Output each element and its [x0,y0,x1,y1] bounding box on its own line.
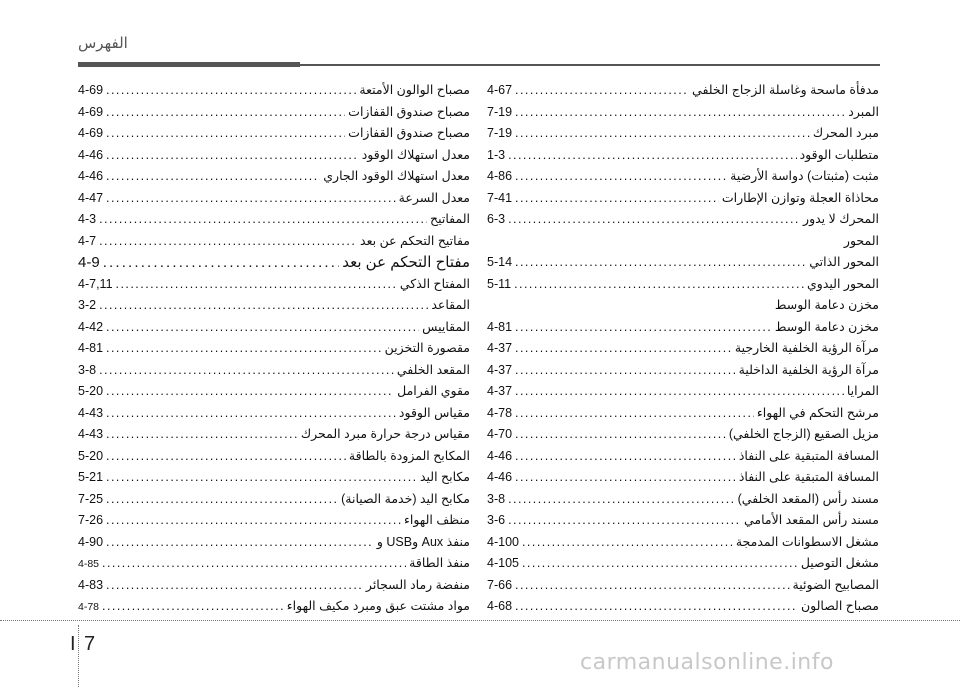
dot-leader [106,532,374,554]
index-entry [487,532,879,554]
dot-leader [106,188,396,210]
index-entry-title: مصباح الصالون [800,599,879,613]
dot-leader [99,231,357,253]
index-entry-title: مرآة الرؤية الخلفية الداخلية [738,362,879,377]
dot-leader [106,317,419,339]
dot-leader [522,553,798,575]
index-entry-title: مواد مشتت عبق ومبرد مكيف الهواء [286,599,470,613]
index-entry-title: منفذ Aux وUSB و [376,534,470,549]
dot-leader [106,424,298,446]
index-entry [78,209,470,231]
index-entry-page: 7-41 [487,190,513,205]
index-entry-page: 7-66 [487,577,513,592]
index-entry-title: المحرك لا يدور [803,212,879,226]
dot-leader [106,489,338,511]
index-entry-title: متطلبات الوقود [799,147,879,162]
index-entry [78,166,470,188]
index-entry-page: 4-47 [78,190,104,205]
index-entry [487,102,879,124]
index-entry-title: مقياس درجة حرارة مبرد المحرك [300,427,470,441]
index-entry-title: مسند رأس (المقعد الخلفي) [737,491,879,506]
index-entry-page: 4-46 [78,169,104,183]
index-entry-page: 4-9 [78,254,100,271]
index-entry-title: مصباح صندوق القفازات [348,104,470,119]
index-entry [78,596,470,618]
index-entry-page: 5-11 [487,276,512,291]
index-entry-page: 4-37 [487,384,513,398]
index-entry-title: مشغل الاسطوانات المدمجة [735,534,879,549]
index-entry [78,575,470,597]
index-entry [78,102,470,124]
dot-leader [116,274,397,296]
dot-leader [522,532,733,554]
index-entry-page: 4-46 [78,147,104,162]
index-entry-page: 4-46 [487,448,513,463]
index-entry-title: مقوي الفرامل [397,384,470,398]
index-entry-title: مزيل الصقيع (الزجاج الخلفي) [728,427,879,441]
dot-leader [515,381,844,403]
index-entry-page: 4-86 [487,169,513,183]
index-entry-title: المقعد الخلفي [396,362,470,377]
index-entry-page: 6-3 [487,212,506,226]
index-entry-title: المسافة المتبقية على النفاذ [738,448,879,463]
index-entry-page: 4-100 [487,534,519,549]
index-entry-title: مرآة الرؤية الخلفية الخارجية [734,341,879,355]
header-rule-thick [78,62,300,67]
index-entry-page: 4-90 [78,534,104,549]
index-entry [78,489,470,511]
dot-leader [515,123,810,145]
index-entry [487,338,879,360]
dot-leader [99,295,428,317]
dot-leader [508,510,741,532]
index-entry [487,274,879,296]
index-column-right [487,80,879,620]
dot-leader [106,381,394,403]
index-entry [487,295,879,317]
index-entry-title: مكابح اليد [419,470,470,484]
index-entry-page: 3-6 [487,513,506,527]
page-separator: I [70,633,76,655]
index-entry-page: 4-37 [487,362,513,377]
dot-leader [103,252,340,274]
index-entry [487,381,879,403]
dot-leader [515,188,719,210]
dot-leader [515,317,772,339]
index-entry-title: المحور [843,233,879,248]
index-entry [78,123,470,145]
index-entry [487,209,879,231]
footer-vertical-divider [78,625,79,687]
index-entry-page: 4-105 [487,556,519,570]
index-entry-page: 4-85 [78,558,100,570]
index-entry-page: 4-78 [487,405,513,420]
dot-leader [99,209,427,231]
index-entry-title: مثبت (مثبتات) دواسة الأرضية [730,169,879,183]
index-entry [78,188,470,210]
footer-divider [0,620,960,621]
index-entry-page: 7-25 [78,491,104,506]
index-entry-page: 4-42 [78,319,104,334]
index-entry-title: مخزن دعامة الوسط [774,319,879,334]
index-entry-title: المكابح المزودة بالطاقة [348,448,470,463]
dot-leader [515,80,689,102]
index-entry-title: منفذ الطاقة [409,556,470,570]
dot-leader [508,209,800,231]
dot-leader [508,489,735,511]
index-entry [487,489,879,511]
index-entry-page: 4-69 [78,126,104,140]
watermark: carmanualsonline.info [580,650,834,675]
index-entry [487,403,879,425]
index-entry [487,596,879,618]
index-entry-title: مدفأة ماسحة وغاسلة الزجاج الخلفي [692,83,879,97]
index-entry-title: مفاتيح التحكم عن بعد [360,233,470,248]
index-entry-title: منفضة رماد السجائر [365,577,470,592]
index-entry [487,80,879,102]
index-entry-title: المفاتيح [430,212,470,226]
index-entry-page: 4-7,11 [78,276,113,291]
index-entry [78,446,470,468]
index-entry-title: المحور الذاتي [809,255,879,269]
index-entry-title: مقياس الوقود [398,405,470,420]
index-entry-title: المبرد [848,104,879,119]
index-entry [487,188,879,210]
index-entry [78,317,470,339]
dot-leader [106,102,345,124]
index-entry-title: مصباح صندوق القفازات [348,126,470,140]
index-entry-page: 4-7 [78,233,97,248]
index-entry [78,360,470,382]
dot-leader [106,166,320,188]
index-column-left [78,80,470,620]
index-entry-title: مشغل التوصيل [800,556,879,570]
index-entry [78,145,470,167]
dot-leader [106,510,401,532]
index-entry [487,360,879,382]
index-entry-title: معدل استهلاك الوقود [361,147,470,162]
index-entry [487,145,879,167]
index-entry [487,510,879,532]
index-entry [487,166,879,188]
index-entry-title: معدل السرعة [398,190,470,205]
dot-leader [515,467,736,489]
index-entry-title: المسافة المتبقية على النفاذ [738,470,879,484]
index-entry-title: معدل استهلاك الوقود الجاري [323,169,470,183]
index-entry [487,252,879,274]
index-entry-title: مصباح الوالون الأمتعة [359,83,470,97]
dot-leader [515,403,754,425]
index-entry-title: المفتاح الذكي [399,276,470,291]
page-title: الفهرس [78,35,128,52]
dot-leader [515,596,798,618]
index-entry [78,553,470,575]
dot-leader [515,575,789,597]
index-entry-page: 4-3 [78,212,97,226]
dot-leader [515,446,736,468]
index-entry [78,510,470,532]
dot-leader [106,575,363,597]
dot-leader [102,596,284,618]
index-entry-page: 4-46 [487,470,513,484]
index-entry [78,403,470,425]
index-entry [78,532,470,554]
header-rule-thin [300,64,880,66]
index-entry-page: 4-83 [78,577,104,592]
index-entry-page: 4-37 [487,341,513,355]
index-entry [487,424,879,446]
dot-leader [508,145,797,167]
index-entry [78,338,470,360]
index-entry [487,467,879,489]
dot-leader [106,80,356,102]
dot-leader [106,467,417,489]
index-entry-title: المصابيح الضوئية [792,577,879,592]
index-entry-page: 4-68 [487,599,513,613]
dot-leader [515,252,806,274]
index-entry [78,252,470,274]
index-entry-page: 4-69 [78,104,104,119]
index-entry-page: 4-43 [78,405,104,420]
index-entry [487,446,879,468]
index-entry-title: مفتاح التحكم عن بعد [342,254,470,271]
index-entry-page: 7-26 [78,513,104,527]
index-entry-title: المقاعد [431,298,470,312]
index-entry [487,317,879,339]
index-entry-title: مسند رأس المقعد الأمامي [743,513,879,527]
dot-leader [102,553,406,575]
index-entry-title: مرشح التحكم في الهواء [756,405,879,420]
index-entry [78,80,470,102]
index-entry [78,274,470,296]
index-entry [487,231,879,253]
index-entry-title: منظف الهواء [404,513,470,527]
index-entry-page: 5-14 [487,255,513,269]
dot-leader [514,274,804,296]
index-entry [487,123,879,145]
index-entry [487,553,879,575]
index-entry [78,467,470,489]
index-entry-page: 4-67 [487,83,513,97]
dot-leader [106,145,359,167]
index-entry-title: محاذاة العجلة وتوازن الإطارات [721,190,879,205]
index-entry-page: 5-21 [78,470,104,484]
index-entry-page: 5-20 [78,384,104,398]
index-entry-page: 4-43 [78,427,104,441]
dot-leader [515,102,845,124]
index-entry-page: 3-8 [78,362,97,377]
dot-leader [515,338,732,360]
dot-leader [99,360,394,382]
index-entry-page: 4-81 [78,341,104,355]
index-entry-page: 1-3 [487,147,506,162]
index-entry [78,295,470,317]
index-entry-page: 4-78 [78,601,100,613]
index-entry-title: المرايا [846,384,879,398]
index-entry-page: 7-19 [487,126,513,140]
dot-leader [515,360,736,382]
page-number: 7 [84,633,96,655]
index-entry-page: 4-69 [78,83,104,97]
index-entry [78,424,470,446]
dot-leader [515,424,726,446]
index-entry-page: 5-20 [78,448,104,463]
index-entry-page: 3-8 [487,491,506,506]
index-entry-title: مخزن دعامة الوسط [774,298,879,312]
index-entry-title: مقصورة التخزين [384,341,470,355]
index-entry-page: 4-81 [487,319,513,334]
index-entry-page: 7-19 [487,104,513,119]
index-entry [78,381,470,403]
dot-leader [106,338,382,360]
index-entry [78,231,470,253]
index-entry-title: مبرد المحرك [812,126,879,140]
dot-leader [515,166,727,188]
index-entry-page: 3-2 [78,298,97,312]
dot-leader [106,403,396,425]
index-entry-page: 4-70 [487,427,513,441]
index-entry [487,575,879,597]
dot-leader [106,123,345,145]
index-entry-title: مكابح اليد (خدمة الصيانة) [341,491,470,506]
index-entry-title: المحور اليدوي [807,276,879,291]
dot-leader [106,446,346,468]
index-entry-title: المقاييس [422,319,470,334]
